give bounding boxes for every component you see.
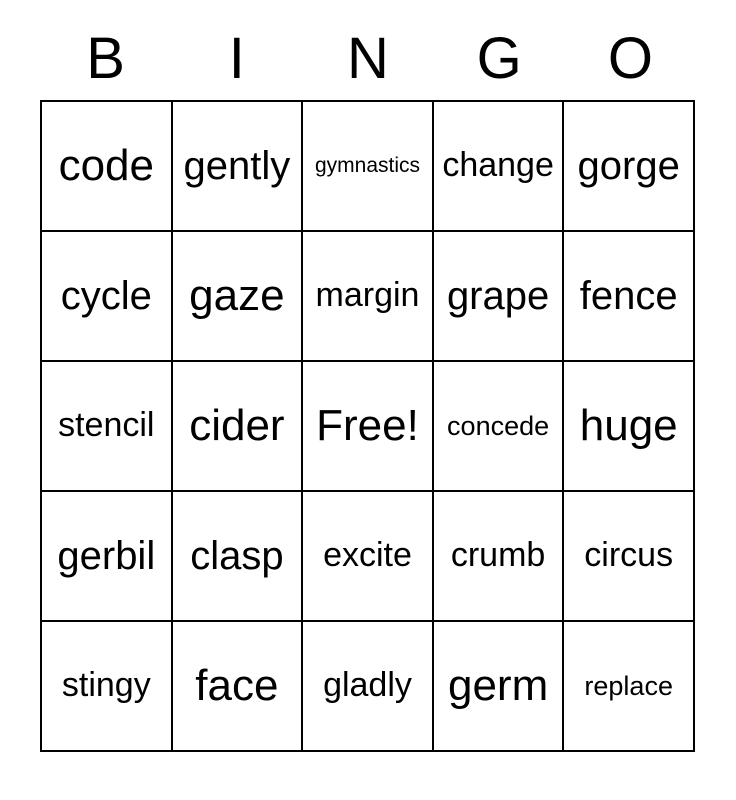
bingo-cell[interactable] (564, 492, 695, 622)
bingo-cell[interactable] (434, 232, 565, 362)
bingo-cell-text: excite (323, 536, 412, 575)
bingo-cell-text: Free! (316, 400, 419, 450)
bingo-cell[interactable] (303, 492, 434, 622)
bingo-cell-text: change (442, 146, 554, 185)
bingo-cell[interactable] (434, 102, 565, 232)
bingo-cell[interactable] (303, 622, 434, 752)
header-letter-i: I (228, 26, 245, 91)
bingo-cell-text: germ (447, 660, 549, 710)
bingo-cell[interactable] (173, 622, 304, 752)
header-letter-n: N (347, 26, 389, 91)
bingo-cell-free-space[interactable] (303, 362, 434, 492)
bingo-cell[interactable] (42, 232, 173, 362)
bingo-cell-text: circus (584, 536, 674, 575)
bingo-cell[interactable] (564, 622, 695, 752)
bingo-cell-text: face (195, 660, 279, 710)
bingo-cell[interactable] (173, 232, 304, 362)
bingo-cell-text: crumb (450, 536, 546, 575)
bingo-cell[interactable] (303, 102, 434, 232)
bingo-cell-text: cider (189, 400, 285, 450)
bingo-cell-text: gerbil (57, 534, 156, 578)
bingo-cell-text: gently (183, 144, 291, 188)
bingo-cell[interactable] (434, 492, 565, 622)
bingo-cell-text: cycle (60, 274, 152, 318)
bingo-cell[interactable] (42, 362, 173, 492)
bingo-cell-text: fence (579, 274, 678, 318)
bingo-cell[interactable] (564, 362, 695, 492)
header-letter-o: O (607, 26, 653, 91)
bingo-cell[interactable] (173, 362, 304, 492)
bingo-cell-text: margin (315, 276, 420, 315)
bingo-header (40, 18, 696, 100)
bingo-cell[interactable] (434, 622, 565, 752)
bingo-cell-text: code (58, 140, 154, 190)
bingo-cell-text: stingy (61, 666, 151, 705)
bingo-cell[interactable] (42, 102, 173, 232)
bingo-grid (40, 100, 695, 752)
bingo-cell[interactable] (42, 492, 173, 622)
bingo-cell-text: gorge (577, 144, 680, 188)
bingo-cell-text: gymnastics (314, 153, 420, 177)
bingo-cell-text: huge (579, 400, 678, 450)
bingo-cell-text: grape (446, 274, 550, 318)
bingo-cell[interactable] (434, 362, 565, 492)
bingo-cell[interactable] (42, 622, 173, 752)
header-letter-b: B (86, 26, 125, 91)
bingo-cell-text: gladly (323, 666, 412, 705)
bingo-cell[interactable] (303, 232, 434, 362)
bingo-cell[interactable] (564, 102, 695, 232)
bingo-cell[interactable] (173, 102, 304, 232)
bingo-cell-text: gaze (189, 270, 285, 320)
bingo-cell-text: concede (447, 410, 550, 441)
bingo-cell-text: stencil (58, 406, 155, 445)
header-letter-g: G (476, 26, 522, 91)
bingo-cell-text: clasp (190, 534, 284, 578)
bingo-cell-text: replace (584, 670, 673, 701)
bingo-cell[interactable] (173, 492, 304, 622)
bingo-cell[interactable] (564, 232, 695, 362)
